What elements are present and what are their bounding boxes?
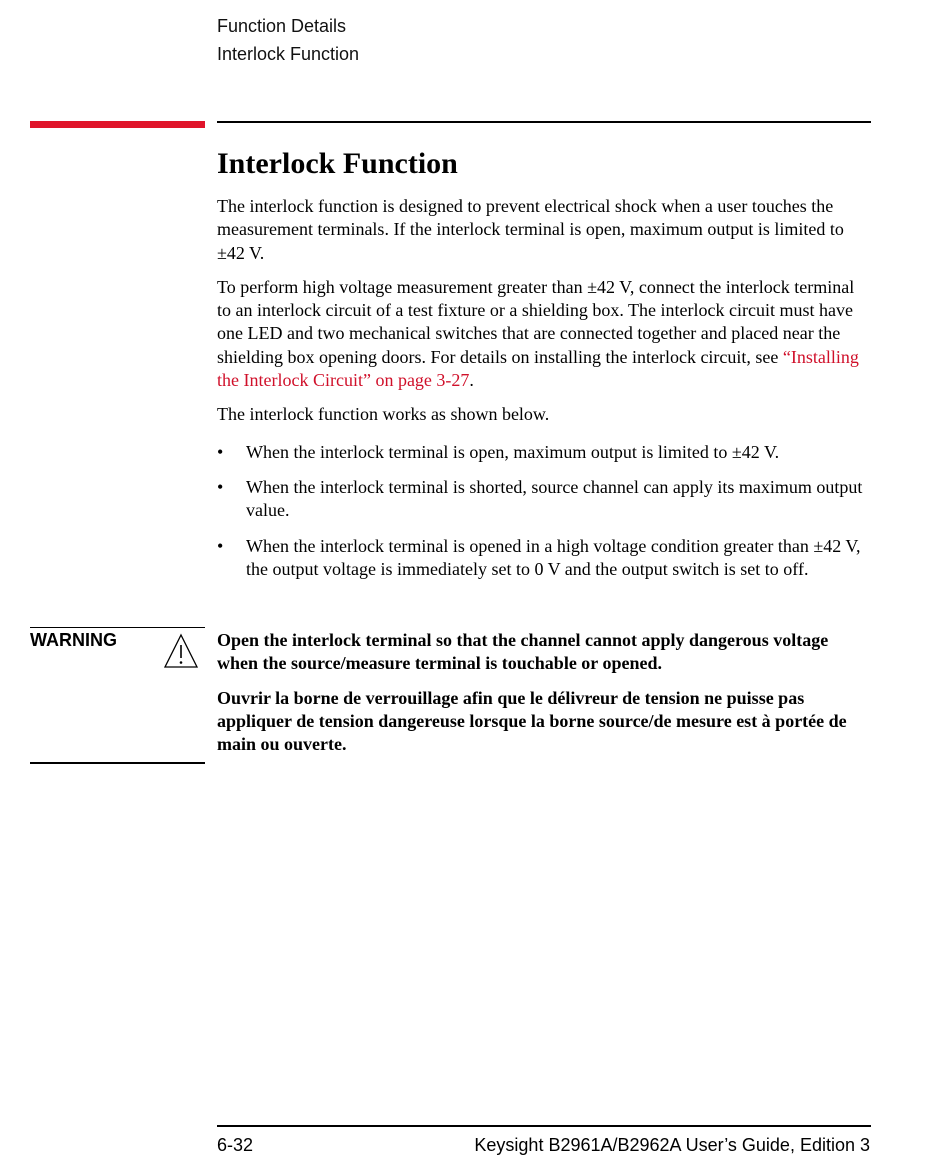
warning-text-french: Ouvrir la borne de verrouillage afin que le délivreur de tension ne puisse pas appliquer de tension dangereuse lorsque la borne source/de mesure est à portée de main ou ouverte. xyxy=(217,687,847,755)
header-chapter: Function Details xyxy=(217,16,347,36)
footer-rule xyxy=(217,1125,871,1127)
paragraph-works-as: The interlock function works as shown below. xyxy=(217,404,550,425)
paragraph-period: . xyxy=(469,370,474,391)
section-body xyxy=(217,195,871,593)
section-accent-bar xyxy=(30,121,205,128)
list-item-text: When the interlock terminal is open, maximum output is limited to ±42 V. xyxy=(246,441,780,462)
page-number: 6-32 xyxy=(217,1135,254,1155)
warning-label: WARNING xyxy=(30,630,117,650)
warning-triangle-icon xyxy=(163,633,199,669)
behavior-list xyxy=(217,441,871,581)
list-item xyxy=(217,441,871,464)
section-rule xyxy=(217,121,871,123)
warning-text-english: Open the interlock terminal so that the channel cannot apply dangerous voltage when the source/measure terminal is touchable or opened. xyxy=(217,630,829,674)
bullet-icon: • xyxy=(217,441,224,462)
bullet-icon: • xyxy=(217,535,224,556)
paragraph-intro: The interlock function is designed to prevent electrical shock when a user touches the measurement terminals. If the interlock terminal is open, maximum output is limited to ±42 V. xyxy=(217,196,844,263)
running-header xyxy=(217,12,359,68)
list-item-text: When the interlock terminal is opened in a high voltage condition greater than ±42 V, the output voltage is immediately set to 0 V and the output switch is set to off. xyxy=(246,535,861,579)
document-title: Keysight B2961A/B2962A User’s Guide, Edition 3 xyxy=(474,1135,870,1155)
bullet-icon: • xyxy=(217,476,224,497)
list-item-text: When the interlock terminal is shorted, source channel can apply its maximum output value. xyxy=(246,476,863,521)
warning-rule-top xyxy=(30,627,205,628)
list-item xyxy=(217,476,871,523)
paragraph-text: To perform high voltage measurement greater than ±42 V, connect the interlock terminal to an interlock circuit of a test fixture or a shielding box. The interlock circuit must have one LED and two mechanical switches that are connected together and placed near the shielding box opening doors. For details on installing the interlock circuit, see xyxy=(217,276,855,367)
paragraph-high-voltage xyxy=(217,276,871,392)
installing-interlock-link[interactable]: “Installing the Interlock Circuit” on page 3-27 xyxy=(217,346,859,391)
warning-rule-bottom xyxy=(30,762,205,764)
warning-body xyxy=(217,629,871,767)
list-item xyxy=(217,535,871,582)
header-section: Interlock Function xyxy=(217,44,360,64)
section-title: Interlock Function xyxy=(217,147,458,180)
